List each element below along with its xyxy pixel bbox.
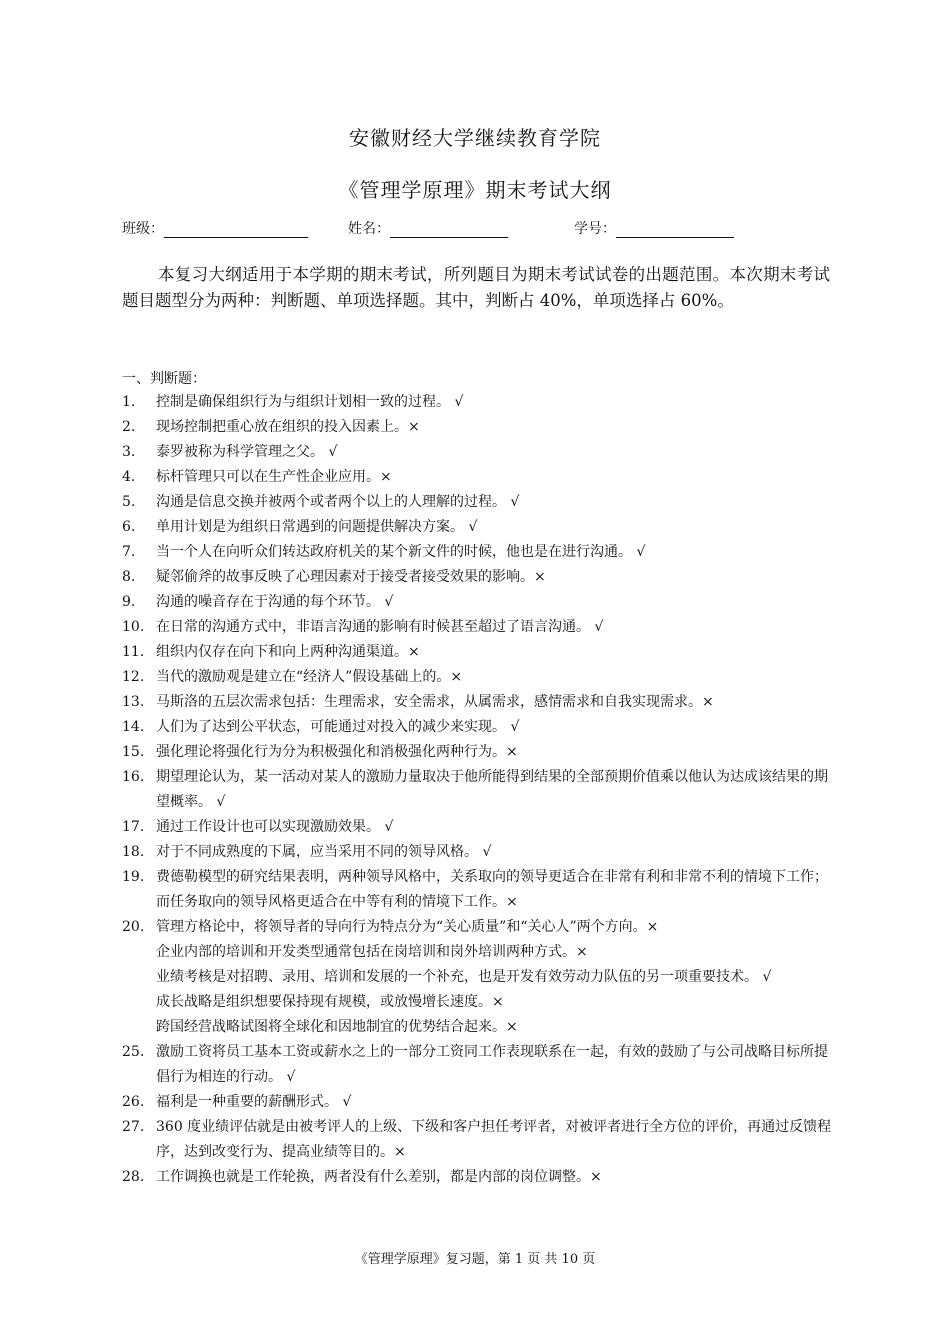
list-item (122, 1090, 834, 1115)
list-item (122, 515, 834, 540)
list-item (122, 1040, 834, 1090)
question-list (122, 390, 834, 1190)
list-item (122, 815, 834, 840)
name-field (348, 218, 508, 238)
name-label: 姓名： (348, 221, 390, 237)
item-number: 6. (122, 519, 136, 535)
item-text: 单用计划是为组织日常遇到的问题提供解决方案。 √ (156, 519, 478, 535)
item-number: 10. (122, 619, 145, 635)
item-number: 2. (122, 419, 136, 435)
list-item (122, 1115, 834, 1165)
item-text: 福利是一种重要的薪酬形式。 √ (156, 1094, 352, 1110)
list-item (122, 665, 834, 690)
item-number: 26. (122, 1094, 145, 1110)
item-number: 11. (122, 644, 145, 660)
list-item (122, 740, 834, 765)
item-number: 18. (122, 844, 145, 860)
name-blank[interactable] (390, 222, 508, 238)
item-text: 控制是确保组织行为与组织计划相一致的过程。 √ (156, 394, 464, 410)
item-text: 跨国经营战略试图将全球化和因地制宜的优势结合起来。× (156, 1019, 518, 1035)
item-number: 3. (122, 444, 136, 460)
class-blank[interactable] (164, 222, 308, 238)
list-item (122, 865, 834, 915)
list-item (122, 615, 834, 640)
item-text: 企业内部的培训和开发类型通常包括在岗培训和岗外培训两种方式。× (156, 944, 588, 960)
class-field (122, 218, 308, 238)
list-item (122, 590, 834, 615)
item-text: 沟通是信息交换并被两个或者两个以上的人理解的过程。 √ (156, 494, 520, 510)
item-text: 人们为了达到公平状态，可能通过对投入的减少来实现。 √ (156, 719, 520, 735)
list-item (122, 415, 834, 440)
item-text: 标杆管理只可以在生产性企业应用。× (156, 469, 392, 485)
institution-title: 安徽财经大学继续教育学院 (349, 126, 601, 150)
list-item (122, 465, 834, 490)
item-number: 20. (122, 919, 145, 935)
list-item (122, 390, 834, 415)
list-item (122, 440, 834, 465)
item-text: 对于不同成熟度的下属，应当采用不同的领导风格。 √ (156, 844, 492, 860)
item-text: 当一个人在向听众们转达政府机关的某个新文件的时候，他也是在进行沟通。 √ (156, 544, 646, 560)
item-text: 成长战略是组织想要保持现有规模，或放慢增长速度。× (156, 994, 504, 1010)
list-item (122, 765, 834, 815)
item-text: 360 度业绩评估就是由被考评人的上级、下级和客户担任考评者，对被评者进行全方位的评价，再通过反馈程序，达到改变行为、提高业绩等目的。× (156, 1119, 832, 1160)
intro-paragraph: 本复习大纲适用于本学期的期末考试，所列题目为期末考试试卷的出题范围。本次期末考试题目题型分为两种：判断题、单项选择题。其中，判断占 40%，单项选择占 60%。 (122, 265, 830, 310)
list-item (122, 490, 834, 515)
page-footer: 《管理学原理》复习题，第 1 页 共 10 页 (354, 1252, 596, 1267)
item-text: 费德勒模型的研究结果表明，两种领导风格中，关系取向的领导更适合在非常有利和非常不利的情境下工作；而任务取向的领导风格更适合在中等有利的情境下工作。× (156, 869, 828, 910)
item-number: 28. (122, 1169, 145, 1185)
item-text: 现场控制把重心放在组织的投入因素上。× (156, 419, 420, 435)
item-number: 16. (122, 769, 145, 785)
student-id-field (574, 218, 734, 238)
item-number: 9. (122, 594, 136, 610)
item-text: 沟通的噪音存在于沟通的每个环节。 √ (156, 594, 394, 610)
item-text: 通过工作设计也可以实现激励效果。 √ (156, 819, 394, 835)
item-number: 7. (122, 544, 136, 560)
item-text: 泰罗被称为科学管理之父。 √ (156, 444, 338, 460)
list-item (122, 915, 834, 940)
item-number: 5. (122, 494, 136, 510)
list-item (122, 840, 834, 865)
list-item (122, 540, 834, 565)
item-text: 工作调换也就是工作轮换，两者没有什么差别，都是内部的岗位调整。× (156, 1169, 602, 1185)
student-id-label: 学号： (574, 221, 616, 237)
list-item (122, 1015, 834, 1040)
list-item (122, 965, 834, 990)
item-number: 19. (122, 869, 145, 885)
list-item (122, 1165, 834, 1190)
item-text: 强化理论将强化行为分为积极强化和消极强化两种行为。× (156, 744, 518, 760)
class-label: 班级： (122, 221, 164, 237)
item-number: 17. (122, 819, 145, 835)
list-item (122, 565, 834, 590)
item-text: 管理方格论中，将领导者的导向行为特点分为“关心质量”和“关心人”两个方向。× (156, 919, 659, 935)
item-number: 25. (122, 1044, 145, 1060)
item-number: 13. (122, 694, 145, 710)
section-title: 一、判断题： (122, 371, 206, 387)
list-item (122, 640, 834, 665)
item-text: 组织内仅存在向下和向上两种沟通渠道。× (156, 644, 420, 660)
item-text: 当代的激励观是建立在“经济人”假设基础上的。× (156, 669, 463, 685)
list-item (122, 690, 834, 715)
item-number: 1. (122, 394, 136, 410)
item-number: 12. (122, 669, 145, 685)
list-item (122, 940, 834, 965)
item-number: 8. (122, 569, 136, 585)
item-text: 疑邻偷斧的故事反映了心理因素对于接受者接受效果的影响。× (156, 569, 546, 585)
item-number: 27. (122, 1119, 145, 1135)
exam-title: 《管理学原理》期末考试大纲 (338, 178, 612, 202)
item-text: 期望理论认为，某一活动对某人的激励力量取决于他所能得到结果的全部预期价值乘以他认为达成该结果的期望概率。 √ (156, 769, 828, 810)
item-text: 马斯洛的五层次需求包括：生理需求，安全需求，从属需求，感情需求和自我实现需求。× (156, 694, 714, 710)
item-text: 业绩考核是对招聘、录用、培训和发展的一个补充，也是开发有效劳动力队伍的另一项重要技术。 √ (156, 969, 772, 985)
item-number: 14. (122, 719, 145, 735)
item-text: 激励工资将员工基本工资或薪水之上的一部分工资同工作表现联系在一起，有效的鼓励了与公司战略目标所提倡行为相连的行动。 √ (156, 1044, 828, 1085)
item-number: 15. (122, 744, 145, 760)
student-id-blank[interactable] (616, 222, 734, 238)
item-text: 在日常的沟通方式中，非语言沟通的影响有时候甚至超过了语言沟通。 √ (156, 619, 604, 635)
list-item (122, 715, 834, 740)
item-number: 4. (122, 469, 136, 485)
list-item (122, 990, 834, 1015)
